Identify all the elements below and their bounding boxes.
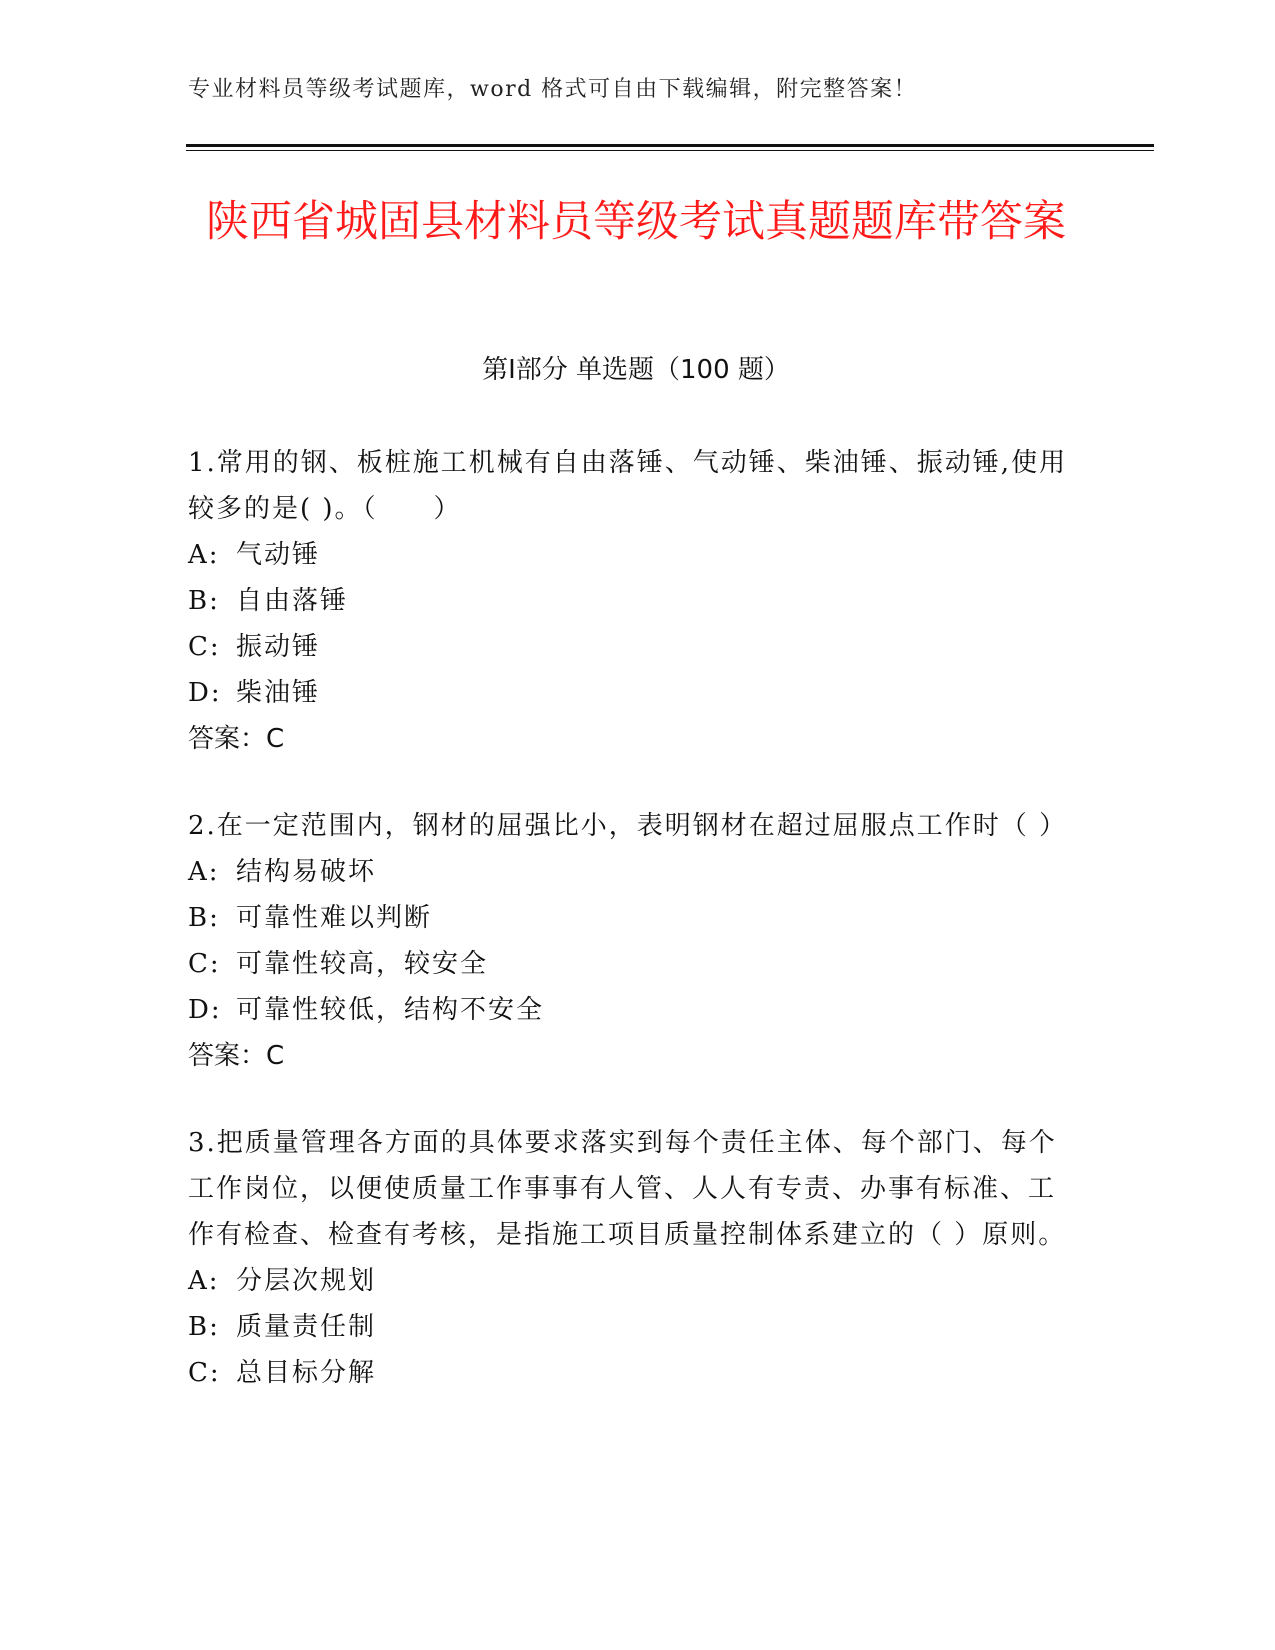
option-text: 可靠性难以判断 <box>236 903 433 933</box>
question-text: 3.把质量管理各方面的具体要求落实到每个责任主体、每个部门、每个工作岗位，以便使质量工作事事有人管、人人有专责、办事有标准、工作有检查、检查有考核，是指施工项目质量控制体系建立的（ ）原则。 <box>188 1128 1067 1250</box>
answer-line: 答案：C <box>188 724 285 754</box>
option-c <box>188 624 1068 670</box>
option-b <box>188 895 1068 941</box>
option-letter: C: <box>188 949 221 979</box>
option-b <box>188 578 1068 624</box>
header-note: 专业材料员等级考试题库，word 格式可自由下载编辑，附完整答案！ <box>188 77 918 102</box>
option-letter: D: <box>188 995 222 1025</box>
option-text: 可靠性较低，结构不安全 <box>236 995 545 1025</box>
option-text: 质量责任制 <box>236 1312 377 1342</box>
option-letter: D: <box>188 678 222 708</box>
option-text: 振动锤 <box>236 632 321 662</box>
question-1 <box>188 440 1068 762</box>
option-text: 分层次规划 <box>236 1266 377 1296</box>
header-rule-thin <box>186 150 1154 151</box>
option-text: 自由落锤 <box>236 586 349 616</box>
option-text: 结构易破坏 <box>236 857 377 887</box>
option-letter: B: <box>188 1312 220 1342</box>
option-letter: A: <box>188 1266 220 1296</box>
question-list <box>188 440 1068 1437</box>
option-letter: C: <box>188 632 221 662</box>
question-text: 2.在一定范围内，钢材的屈强比小，表明钢材在超过屈服点工作时（ ） <box>188 811 1068 841</box>
option-d <box>188 670 1068 716</box>
option-letter: B: <box>188 903 220 933</box>
option-letter: A: <box>188 857 220 887</box>
option-a <box>188 1258 1068 1304</box>
option-text: 气动锤 <box>236 540 321 570</box>
option-letter: B: <box>188 586 220 616</box>
option-d <box>188 987 1068 1033</box>
option-c <box>188 1350 1068 1396</box>
header-rule-thick <box>186 144 1154 147</box>
option-text: 柴油锤 <box>236 678 321 708</box>
option-text: 可靠性较高，较安全 <box>236 949 489 979</box>
document-title: 陕西省城固县材料员等级考试真题题库带答案 <box>206 197 1066 247</box>
question-2 <box>188 803 1068 1079</box>
answer-line: 答案：C <box>188 1041 285 1071</box>
option-b <box>188 1304 1068 1350</box>
question-3 <box>188 1120 1068 1396</box>
option-a <box>188 849 1068 895</box>
option-letter: C: <box>188 1358 221 1388</box>
option-text: 总目标分解 <box>236 1358 377 1388</box>
option-c <box>188 941 1068 987</box>
option-letter: A: <box>188 540 220 570</box>
section-title: 第Ⅰ部分 单选题（100 题） <box>482 355 790 385</box>
question-text: 1.常用的钢、板桩施工机械有自由落锤、气动锤、柴油锤、振动锤,使用较多的是( )。（ ） <box>188 448 1068 524</box>
option-a <box>188 532 1068 578</box>
